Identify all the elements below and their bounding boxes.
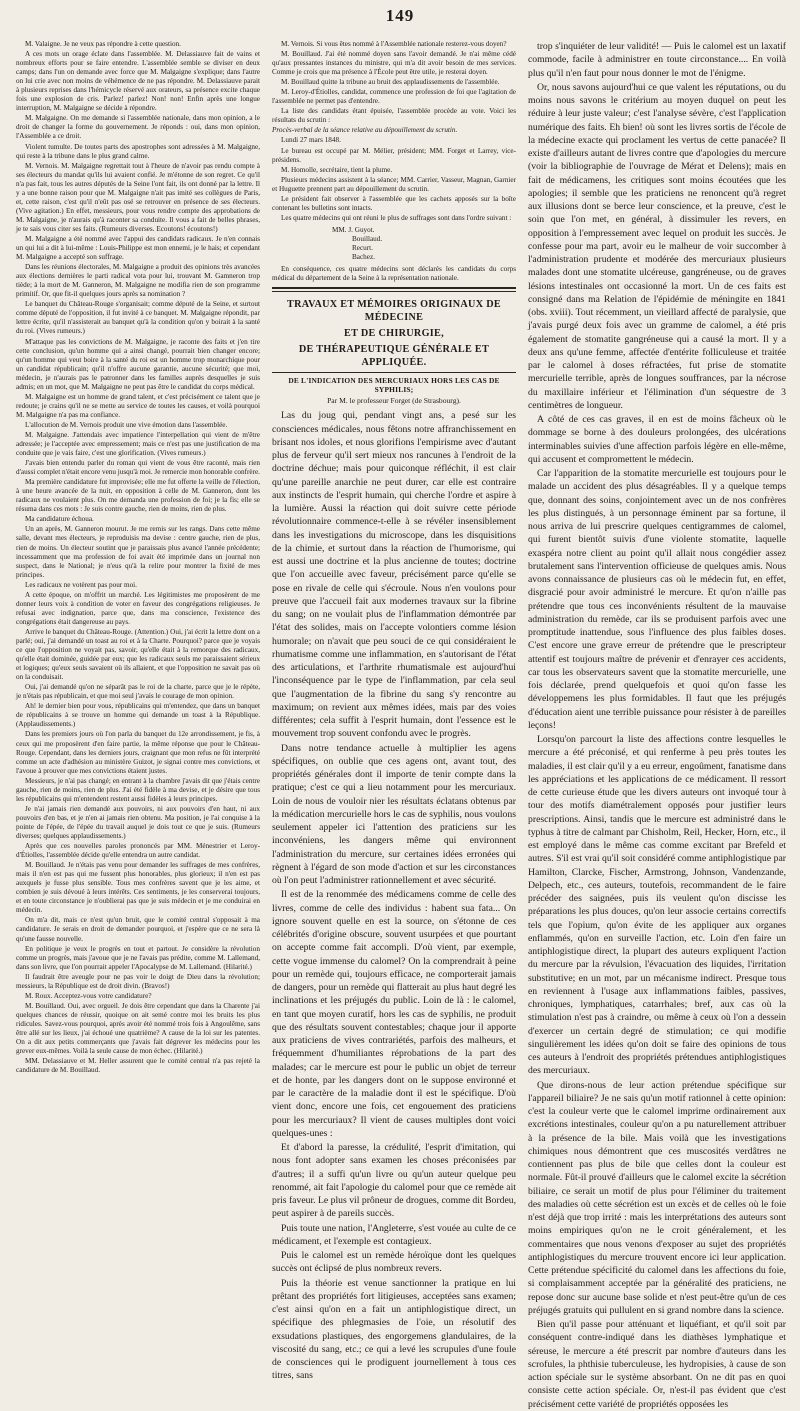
paragraph: Puis la théorie est venue sanctionner la pratique en lui prêtant des propriétés fort litigieuses, acceptées sans examen; c'est ainsi qu'on en a fait un antiphlogistique direct, un spécifique des phlegmasies de l'oie, un résolutif des exsudations plastiques, des engorgemens glandulaires, de la viscosité du sang, etc.; ce qui a levé les scrupules d'une foule de consciences qui le prodiguent journellement à tous ces titres, sans	[272, 1277, 516, 1382]
paragraph: L'allocution de M. Vernois produit une vive émotion dans l'assemblée.	[25, 420, 228, 429]
paragraph: Las du joug qui, pendant vingt ans, a pesé sur les consciences médicales, nous fêtons notre affranchissement en brisant nos idoles, et nous glorifions l'empirisme avec d'autant plus de ferveur qu'il sert mieux nos rancunes à l'endroit de la doctrine déchue; mais pour quiconque réfléchit, il est clair qu'une pareille anarchie ne peut durer, car elle est contraire aux instincts de l'esprit humain, qui cherche l'ordre et aspire à la lumière. Aussi la réaction qui doit suivre cette période révolutionnaire commence-t-elle à se révéler insensiblement dans les investigations du microscope, dans les disquisitions de la chimie, et surtout dans la réaction de l'humorisme, qui est aussi une doctrine et la plus ancienne de toutes; doctrine que l'on accueille avec faveur, précisément parce qu'elle se pose en rivale de celle qui s'écroule. Nous n'en voulons pour preuve que l'accueil fait aux modernes travaux sur la fibrine du sang; on ne voulait plus de l'inflammation démontrée par l'état des solides, mais on l'accepte volontiers comme lésion humorale; on n'avait que peu souci de ce qui considéraient le rhumatisme comme une inflammation, en s'autorisant de l'état des articulations, et l'arthrite rhumatismale est aujourd'hui l'inconséquence par le type de l'inflammation, par cela seul que l'augmentation de la fibrine du sang s'y rencontre au maximum; on revient aux mêmes idées, mais par des voies différentes; cela suffit à l'esprit humain, dont l'essence est le mouvement trop souvent confondu avec le progrès.	[272, 410, 516, 740]
paragraph: M. Bouillaud. Je n'étais pas venu pour demander les suffrages de mes confrères, mais il n'en est pas qui me fussent plus honorables, plus glorieux; il n'en est pas auxquels je fusse plus sensible. Tous mes confrères savent que je les aime, et combien je suis dévoué à leurs intérêts. Ces sentiments, je les conserverai toujours, et en toute circonstance je n'oublierai pas que je suis médecin et je me conduirai en médecin.	[16, 861, 260, 915]
paragraph: Messieurs, je n'ai pas changé; en entrant à la chambre j'avais dit que j'étais centre gauche, rien de moins, rien de plus. J'ai été fidèle à ma devise, et je désire que tous les républicains qui m'entendent restent aussi fidèles à leurs principes.	[16, 776, 260, 803]
article-title: DE L'INDICATION DES MERCURIAUX HORS LES CAS DE SYPHILIS;	[288, 376, 500, 395]
paragraph: Arrive le banquet du Château-Rouge. (Attention.) Oui, j'ai écrit la lettre dont on a parlé; oui, j'ai demandé un toast au roi et à la Charte. Pourquoi? parce que je voyais ce que l'opposition ne voyait pas, savoir, qu'elle était à la remorque des radicaux, qu'elle était dominée, guidée par eux; que les radicaux seuls me paraissaient sérieux et logiques; qu'eux seuls savaient où ils allaient, et que l'opposition ne savait pas où on la conduisait.	[16, 627, 260, 682]
paragraph: A ces mots un orage éclate dans l'assemblée. M. Delassiauve fait de vains et nombreux efforts pour se faire entendre. L'assemblée semble se diviser en deux camps; dans l'un on demande avec force que M. Malgaigne s'explique; dans l'autre on lui crie avec non moins de véhémence de ne pas répondre. M. Delassiauve parait à plusieurs reprises dans l'hémicycle réservé aux orateurs, sa présence excite chaque fois une explosion de cris. Parlez! parlez! Non! non! Enfin après une longue interruption, M. Malgaigne se décide à répondre.	[16, 50, 260, 113]
paragraph: M. Malgaigne a été nommé avec l'appui des candidats radicaux. Je n'en connais un qui lui a dit à lui-même : Louis-Philippe est mon ennemi, je le hais; et cependant M. Malgaigne a accepté son suffrage.	[16, 234, 260, 262]
paragraph: Puis le calomel est un remède héroïque dont les quelques succès ont éclipsé de plus nombreux revers.	[272, 1250, 516, 1275]
paragraph: Le président fait observer à l'assemblée que les cachets apposés sur la boîte contenant les bulletins sont intacts.	[272, 194, 516, 212]
paragraph: A côté de ces cas graves, il en est de moins fâcheux où le dommage se borne à des douleurs prolongées, des ulcérations interminables suivies d'une affection parfois légère en elle-même, qui accusent et compromettent le médecin.	[528, 414, 786, 465]
paragraph: Lundi 27 mars 1848.	[281, 136, 341, 145]
article-text	[272, 409, 516, 1382]
column-3-text	[528, 40, 786, 1411]
column-1-text	[16, 40, 260, 1075]
paragraph: Je n'ai jamais rien demandé aux pouvoirs, ni aux pouvoirs d'en haut, ni aux pouvoirs d'en bas, et je n'en ai jamais rien obtenu. Ma position, je l'ai conquise à la pointe de l'épée, de l'épée du travail auquel je dois tout ce que je suis. (Rumeurs diverses; quelques applaudissements.)	[16, 804, 260, 840]
paragraph: Dans les premiers jours où l'on parla du banquet du 12e arrondissement, je fis, à ceux qui me proposèrent d'en faire partie, la même réponse que pour le Château-Rouge. Cependant, dans les derniers jours, craignant que mon refus ne fût interprété comme un acte d'adhésion au ministère Guizot, je signai contre mes convictions, et l'avoue à prouver que mes convictions étaient justes.	[16, 730, 260, 775]
conclusion-paragraph: En conséquence, ces quatre médecins sont déclarés les candidats du corps médical du département de la Seine à la représentation nationale.	[272, 265, 516, 283]
section-rule	[272, 372, 516, 373]
paragraph: M. Valaigne. Je ne veux pas répondre à cette question.	[25, 40, 181, 48]
column-2-session-text	[272, 40, 516, 125]
section-divider	[272, 287, 516, 292]
column-3	[528, 40, 786, 1410]
paragraph: Il faudrait être aveugle pour ne pas voir le doigt de Dieu dans la révolution; messieurs, la République est de droit divin. (Bravos!)	[16, 972, 260, 990]
paragraph: M. Malgaigne. J'attendais avec impatience l'interpellation qui vient de m'être adressée; je l'acceptée avec empressement; mais ce n'est pas une justification de ma conduite que je vais faire, c'est une glorification. (Vives rumeurs.)	[16, 430, 260, 458]
page-number: 149	[385, 6, 415, 25]
paragraph: M. Vernois. Si vous êtes nommé à l'Assemblée nationale resterez-vous doyen?	[281, 40, 507, 48]
paragraph: M. Bouillaud. J'ai été nommé doyen sans l'avoir demandé. Je n'ai même cédé qu'aux pressantes instances du ministre, qui m'a dit avoir besoin de mes services. Comme je crois que ma présence à l'École peut être utile, je resterai doyen.	[272, 50, 516, 77]
paragraph: On m'a dit, mais ce n'est qu'un bruit, que le comité central s'opposait à ma candidature. Je serais en droit de demander pourquoi, et j'espère que ce ne sera là qu'une fausse nouvelle.	[16, 916, 260, 943]
paragraph: M'attaque pas les convictions de M. Malgaigne, je raconte des faits et j'en tire cette conclusion, qu'un homme qui a ainsi changé, pourrait bien changer encore; qu'un homme qui veut boire à la santé du roi est un homme trop monarchique pour un candidat républicain; qu'il n'offre aucune garantie, aucune sécurité; que moi, médecin, je n'aurais pas le patronner dans les familles auprès desquelles je suis admis; en un mot, que M. Malgaigne ne peut pas être le candidat du corps médical.	[16, 337, 260, 391]
paragraph: Après que ces nouvelles paroles prononcés par MM. Ménestrier et Leroy-d'Étiolles, l'assemblée décide qu'elle entendra un autre candidat.	[16, 842, 260, 860]
elected-candidate: Bouillaud.	[352, 234, 383, 243]
paragraph: M. Roux. Acceptez-vous votre candidature?	[25, 991, 152, 1000]
paragraph: M. Bouillaud quitte la tribune au bruit des applaudissements de l'assemblée.	[281, 78, 500, 87]
elected-candidates-list	[332, 226, 516, 262]
paragraph: Les radicaux ne votèrent pas pour moi.	[25, 580, 137, 589]
paragraph: Dans les réunions électorales, M. Malgaigne a produit des opinions très avancées aux élections dernières le parti radical vota pour lui, trouvant M. Gamneron trop tiède; à la mort de M. Ganneron, M. Malgaigne ne modifia rien de son programme primitif. Or, que fit-il quelques jours après sa nomination ?	[16, 263, 260, 299]
section-title-2: ET DE CHIRURGIE,	[344, 328, 444, 340]
paragraph: Dans notre tendance actuelle à multiplier les agens spécifiques, on oublie que ces agens ont, avant tout, des propriétés générales dont il importe de tenir compte dans la pratique; c'est ce qui a lieu notamment pour les mercuriaux. Loin de nous de vouloir nier les résultats éclatans obtenus par la médication mercurielle hors le cas de syphilis, nous voulons seulement appeler ici l'attention des praticiens sur les inconvéniens, les dangers même qui environnent l'administration du mercure, sur certaines idées erronées qui règnent à l'égard de son mode d'action et sur les circonstances où l'on peut l'administrer rationnellement et avec sécurité.	[272, 742, 516, 887]
paragraph: Oui, j'ai demandé qu'on ne séparât pas le roi de la charte, parce que je le répète, je n'étais pas républicain, et que moi seul j'avais le courage de mon opinion.	[16, 683, 260, 701]
paragraph: M. Homolle, secrétaire, tient la plume.	[281, 165, 393, 174]
elected-candidate: Recurt.	[352, 244, 373, 253]
paragraph: Plusieurs médecins assistent à la séance; MM. Carrier, Vasseur, Magnan, Garnier et Huguette prennent part au dépouillement du scrutin.	[272, 175, 516, 193]
column-2	[272, 40, 517, 1382]
article-byline: Par M. le professeur Forget (de Strasbourg).	[327, 396, 461, 406]
paragraph: Bien qu'il passe pour atténuant et liquéfiant, et qu'il soit par conséquent contre-indiqué dans les diathèses lymphatique et séreuse, le mercure a été prescrit par nombre d'auteurs dans les scrofules, la phthisie tuberculeuse, les hydropisies, à cause de son action spéciale sur le système absorbant. On ne dit pas en quoi consiste cette action spéciale. Or, n'est-il pas évident que c'est précisément cette variété de propriétés opposées les	[528, 1319, 786, 1410]
paragraph: Puis toute une nation, l'Angleterre, s'est vouée au culte de ce médicament, et l'exemple est contagieux.	[272, 1222, 516, 1247]
section-title-1: TRAVAUX ET MÉMOIRES ORIGINAUX DE MÉDECINE	[287, 299, 501, 324]
paragraph: Ah! le dernier bien pour vous, républicains qui m'entendez, que dans un banquet de républicains à se trouve un homme qui demande un toast à la République. (Applaudissements.)	[16, 702, 260, 729]
paragraph: Le bureau est occupé par M. Mélier, président; MM. Forget et Larrey, vice-présidens.	[272, 146, 516, 164]
paragraph: Un an après, M. Ganneron mourut. Je me remis sur les rangs. Dans cette même salle, devant mes électeurs, je reproduisis ma devise : centre gauche, rien de plus, rien de moins. Un électeur soutint que je paraissais plus avancé l'année précédente; incessamment que ma profession de foi avait été imprimée dans un journal non suspect, dans le National; je n'eus qu'à la relire pour montrer la fixité de mes principes.	[16, 525, 260, 579]
paragraph: Ma candidature échoua.	[25, 515, 94, 524]
section-title-3: DE THÉRAPEUTIQUE GÉNÉRALE ET APPLIQUÉE.	[298, 344, 490, 369]
paragraph: Lorsqu'on parcourt la liste des affections contre lesquelles le mercure a été préconisé, et qui renferme à peu près toutes les maladies, il est clair qu'il y a eu erreur, engoûment, fanatisme dans les appréciations et les applications de ce médicament. Il ressort de cette curieuse étude que les divers auteurs ont invoqué tour à tour des motifs diamétralement opposés pour justifier leurs prescriptions. Ainsi, tandis que le mercure est administré dans le typhus à titre de calmant par Chisholm, Reil, Hecker, Horn, etc., il est employé dans le même cas comme excitant par Brefeld et autres. S'il est vrai qu'il soit considéré comme antiphlogistique par Hamilton, Clarcke, Fischer, Armstrong, Johnson, Vandenzande, Delpech, etc., ces auteurs, toutefois, recommandent de le faire précéder des saignées, puis ils veulent qu'on discisse les préparations les plus douces, qu'on leur associe certains correctifs tels que l'opium, qu'on évite de les appliquer aux organes enflammés, qu'on en surveille l'action, etc. Loin d'en faire un antiphlogistique direct, la plupart des auteurs expliquent l'action du mercure par la révulsion, l'évacuation des liquides, l'irritation substitutive; en un mot, par un mécanisme indirect. Presque tous en reviennent à l'usage aux inflammations faibles, passives, chroniques, lymphatiques, catarrhales; bref, aux cas où la stimulation n'est pas à craindre, ou même à ceux où l'on a dessein d'exercer un certain degré de stimulation; ce qui modifie singulièrement les idées qu'on doit se faire des opinions de tous ces auteurs à l'endroit des propriétés prétendues antiphlogistiques des mercuriaux.	[528, 734, 786, 1077]
proces-verbal-text	[272, 136, 516, 222]
paragraph: Il est de la renommée des médicamens comme de celle des livres, comme de celle des individus : habent sua fata... On ignore souvent quelle en est la source, on s'étonne de ces célébrités d'origine obscure, souvent usurpées et que pourtant on accepte comme fait accompli. D'où vient, par exemple, cette vogue immense du calomel? On la comprendrait à peine pour un remède qui, toujours efficace, ne comporterait jamais de dangers, pour un remède qui flatterait au plus haut degré les inclinations et les préjugés du public. Loin de là : le calomel, en tant que moyen curatif, hors les cas de syphilis, ne produit que des résultats souvent contestables; chaque jour il apporte aux praticiens de vives contrariétés, parfois des malheurs, et fréquemment d'humiliantes réprobations de la part des malades; car le mercure est pour le public un objet de terreur et de honte, par les dangers dont on le suppose environné et par le caractère de la maladie dont il est le spécifique. D'où vient donc, encore une fois, cet engouement des praticiens pour les mercuriaux? Il vient de causes multiples dont voici quelques-unes :	[272, 889, 516, 1139]
paragraph: M. Leroy-d'Étiolles, candidat, commence une profession de foi que l'agitation de l'assemblée ne permet pas d'entendre.	[272, 88, 516, 106]
paragraph: Car l'apparition de la stomatite mercurielle est toujours pour le malade un accident des plus désagréables. Il y a quelque temps que, donnant des soins, conjointement avec un de nos confrères les plus distingués, à un personnage éminent par sa fortune, il nous arriva de lui prescrire quelques centigrammes de calomel, qui furent bientôt suivis d'une violente stomatite, laquelle exaspéra notre client au point qu'il allait nous congédier assez brutalement sans l'intervention officieuse de quelques amis. Nous avons connaissance de plusieurs cas où le médecin fut, en effet, disgracié pour avoir administré le mercure. Et qu'on n'aille pas prétendre que tous ces inconvénients résultent de la mauvaise administration du remède, car ils se produisent parfois avec une promptitude inattendue, sous l'influence des plus faibles doses. C'est encore une grave erreur de prétendre que le prescripteur attentif est toujours maître de prévenir et d'enrayer ces accidents, car tous les observateurs savent que la stomatite mercurielle, une fois déclarée, prend quelquefois et quoi qu'on fasse les développemens les plus formidables. Il faut que les préjugés d'éducation aient une terrible puissance pour résister à de pareilles leçons!	[528, 468, 786, 731]
paragraph: Les quatre médecins qui ont réuni le plus de suffrages sont dans l'ordre suivant :	[281, 213, 512, 222]
paragraph: Or, nous savons aujourd'hui ce que valent les réputations, ou du moins nous savons le critérium au moyen duquel on peut les réduire à leur juste valeur; c'est l'analyse sévère, c'est l'application numérique des faits. Eh bien! où sont les livres sortis de l'école de la médecine exacte qui proclament les vertus de cette panacée? Il existe d'ailleurs autant de livres contre que d'apologies du mercure (voir la bibliographie de l'ouvrage de Mérat et Delens); mais en fait de médicamens, les critiques sont moins écoutées que les apologies; il semble que les praticiens ne renoncent qu'à regret aux illusions dont se berce leur conscience, et la preuve, c'est le soin que l'on met, en général, à dissimuler les revers, en opposition à l'empressement avec lequel on produit les succès. Je confesse pour ma part, avoir eu le malheur de voir succomber à l'administration prudente et modérée des mercuriaux plusieurs malades dont une stomatite ulcéreuse, gangréneuse, ou de graves lésions intestinales ont occasionné la mort. Un de ces faits est consigné dans ma Relation de l'épidémie de méningite en 1841 (obs. xviii). Tout récemment, un vieillard affecté de paralysie, que j'avais purgé deux fois avec un gramme de calomel, a été pris également de stomatite gangréneuse qui a causé la mort. Il y a deux ans qu'une femme, affectée d'entérite folliculeuse et traitée par le calomel à doses réfractées, fut prise de stomatite mercurielle terrible, après de longues souffrances, par la nécrose du maxillaire inférieur et l'élimination d'un séquestre de 3 centimètres de longueur.	[528, 81, 786, 411]
paragraph: Violent tumulte. De toutes parts des apostrophes sont adressées à M. Malgaigne, qui reste à la tribune dans le plus grand calme.	[16, 142, 260, 160]
paragraph: Et d'abord la paresse, la crédulité, l'esprit d'imitation, qui nous font adopter sans examen les choses préconisées par d'autres; il a suffi qu'un livre ou qu'un auteur quelque peu renommé, ait fait l'apologie du calomel pour que ce remède ait pris faveur. Le plus vil prôneur de drogues, comme dit Bordeu, peut aspirer à de pareils succès.	[272, 1142, 517, 1220]
paragraph: Que dirons-nous de leur action prétendue spécifique sur l'appareil biliaire? Je ne sais qu'un motif rationnel à cette opinion: c'est la couleur verte que le calomel imprime ordinairement aux excrétions intestinales, couleur qu'on a pu naturellement attribuer à la présence de la bile. Mais voilà que les investigations chimiques nous démontrent que ces muscosités verdâtres ne contiennent pas plus de bile que celles dont la couleur est normale. Fût-il prouvé d'ailleurs que le calomel excite la sécrétion biliaire, ce serait un motif de plus pour l'éliminer du traitement des maladies où cette sécrétion est un excès et de celles où le foie n'est déjà que trop irrité : mais les interprétations des auteurs sont moins empiriques qu'on ne le croit généralement, et les commentaires que nous venons d'exposer au sujet des propriétés antiphlogistiques du mercure trouvent encore ici leur application. Cette prétendue spécificité du calomel dans les affections du foie, si complaisamment acceptée par la généralité des praticiens, ne repose donc sur aucune base solide et n'est peut-être qu'un de ces préjugés gratuits qui pullulent en si grand nombre dans la science.	[528, 1079, 786, 1316]
elected-candidate: MM. J. Guyot.	[332, 225, 375, 234]
paragraph: M. Bouillaud. Oui, avec orgueil. Je dois être cependant que dans la Charente j'ai quelques chances de réussir, quoique on ait semé contre moi les bruits les plus ridicules. Savez-vous pourquoi, après avoir été nommé trois fois à Angoulême, sans être allé sur les lieux, j'ai échoué une quatrième? A cause de la loi sur les patentes. On a dit aux petits commerçants que j'avais fait dégrever les médecins pour les grever eux-mêmes. Voilà la seule cause de mon échec. (Hilarité.)	[16, 1001, 260, 1056]
paragraph: Le banquet du Château-Rouge s'organisait; comme député de la Seine, et surtout comme député de l'opposition, il fut invité à ce banquet. M. Malgaigne répondit, par lettre écrite, qu'il n'assisterait au banquet qu'à la condition qu'on y boirait à la santé du roi. (Vives rumeurs.)	[16, 300, 260, 336]
paragraph: A cette époque, on m'offrit un marché. Les légitimistes me proposèrent de me donner leurs voix à condition de voter en faveur des congrégations religieuses. Je refusai avec indignation, parce que, dans ma conscience, l'existence des congrégations était dangereuse au pays.	[16, 590, 260, 626]
paragraph: M. Vernois. M. Malgaigne regrettait tout à l'heure de n'avoir pas rendu compte à ses électeurs du mandat qu'ils lui avaient confié. Je m'étonne de son regret. Ce qu'il n'a pas fait, tous les autres députés de la Seine l'ont fait, ils ont donné par la lettre. Il y a une bonne raison pour que M. Malgaigne n'ait pas imité ses collègues de Paris, et, cette raison, c'est qu'il n'eût pas osé se retrouver en présence de ses électeurs. (Vive agitation.) En effet, messieurs, pour vous rendre compte des approbations de M. Malgaigne, je n'aurais qu'à raconter sa conduite. Il vous a fait de belles phrases, je te sais vous citer ses faits. (Rumeurs diverses. Ecoutons! écoutons!)	[16, 161, 260, 233]
paragraph: En politique je veux le progrès en tout et partout. Je considère la révolution comme un progrès, mais j'avoue que je ne l'avais pas prédite, comme M. Lallemand, dans son livre, que l'on pourrait appeler l'Apocalypse de M. Lallemand. (Hilarité.)	[16, 944, 260, 971]
paragraph: M. Malgaigne est un homme de grand talent, et c'est précisément ce talent que je redoute; je crains qu'il ne se mette au service de toutes les causes, et voilà pourquoi M. Malgaigne n'a pas ma confiance.	[16, 392, 260, 419]
paragraph: trop s'inquiéter de leur validité! — Puis le calomel est un laxatif commode, facile à administrer en toute circonstance.... En voilà plus qu'il n'en faut pour nous donner le mot de l'énigme.	[528, 41, 786, 79]
elected-candidate: Bachez.	[352, 253, 375, 262]
paragraph: M. Malgaigne. On me demande si l'assemblée nationale, dans mon opinion, a le droit de changer la forme du gouvernement. Je réponds : oui, dans mon opinion, l'Assemblée a ce droit.	[16, 114, 260, 141]
paragraph: Ma première candidature fut improvisée; elle me fut offerte la veille de l'élection, à une heure avancée de la nuit, en opposition à celle de M. Ganneron, dont les radicaux ne voulaient plus. On me demanda une profession de foi; je la fis; elle se résuma dans ces mots : Je suis contre gauche, rien de moins, rien de plus.	[16, 478, 260, 514]
proces-verbal-title: Procès-verbal de la séance relative au dépouillement du scrutin.	[272, 126, 458, 135]
column-1	[16, 40, 260, 1120]
paragraph: MM. Delassiauve et M. Heller assurent que le comité central n'a pas rejeté la candidature de M. Bouillaud.	[16, 1057, 260, 1075]
paragraph: La liste des candidats étant épuisée, l'assemblée procède au vote. Voici les résultats du scrutin :	[272, 107, 516, 125]
paragraph: J'avais bien entendu parler du roman qui vient de vous être raconté, mais rien d'aussi complet n'était encore venu jusqu'à moi. Je remercie mon honorable confrère.	[16, 459, 260, 477]
